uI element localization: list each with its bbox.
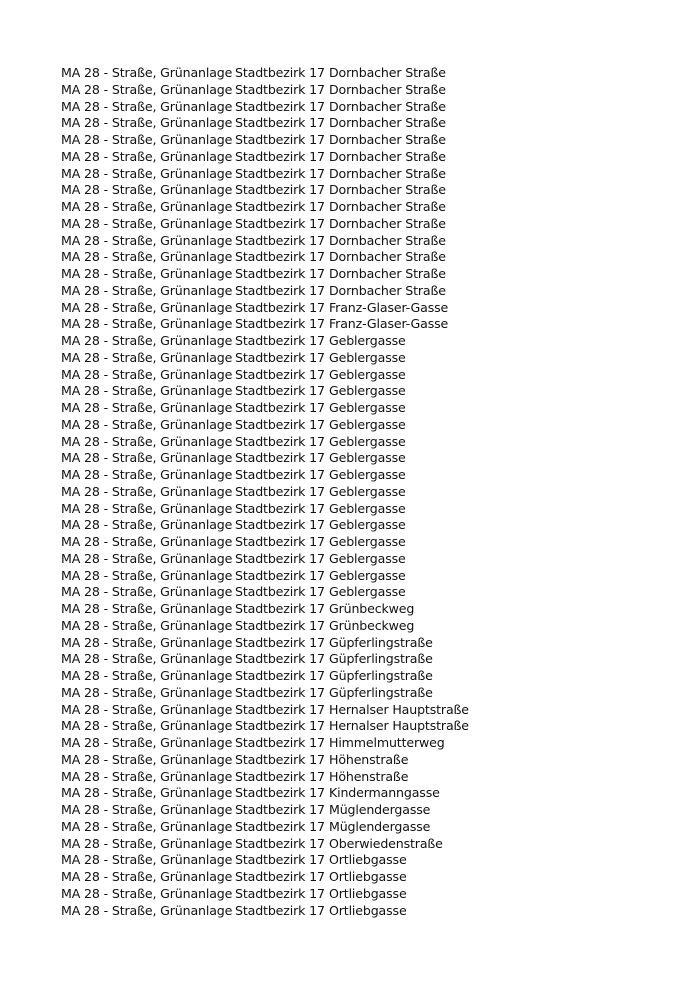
- table-row: [61, 367, 509, 384]
- district-cell: Stadtbezirk 17: [235, 802, 325, 817]
- district-cell: Stadtbezirk 17: [235, 199, 325, 214]
- district-cell: Stadtbezirk 17: [235, 751, 325, 767]
- street-cell: Dornbacher Straße: [329, 199, 446, 214]
- street-list-body: [61, 65, 509, 919]
- district-cell: Stadtbezirk 17: [235, 601, 325, 616]
- table-row: [61, 132, 509, 149]
- district-cell: Stadtbezirk 17: [235, 132, 325, 147]
- table-row: [61, 735, 509, 752]
- street-cell: Geblergasse: [329, 383, 406, 399]
- district-cell: Stadtbezirk 17: [235, 634, 325, 650]
- table-row: [61, 718, 509, 735]
- table-row: [61, 802, 509, 819]
- table-row: [61, 551, 509, 568]
- table-row: [61, 618, 509, 635]
- department-cell: MA 28 - Straße, Grünanlage: [61, 215, 233, 231]
- district-cell: Stadtbezirk 17: [235, 584, 325, 600]
- department-cell: MA 28 - Straße, Grünanlage: [61, 450, 233, 466]
- district-cell: Stadtbezirk 17: [235, 400, 325, 415]
- table-row: [61, 216, 509, 233]
- district-cell: Stadtbezirk 17: [235, 115, 325, 131]
- table-row: [61, 584, 509, 601]
- department-cell: MA 28 - Straße, Grünanlage: [61, 199, 233, 214]
- district-cell: Stadtbezirk 17: [235, 299, 325, 315]
- department-cell: MA 28 - Straße, Grünanlage: [61, 316, 233, 332]
- department-cell: MA 28 - Straße, Grünanlage: [61, 735, 233, 750]
- table-row: [61, 149, 509, 166]
- district-cell: Stadtbezirk 17: [235, 182, 325, 198]
- street-cell: Müglendergasse: [329, 818, 431, 834]
- table-row: [61, 199, 509, 216]
- district-cell: Stadtbezirk 17: [235, 316, 325, 332]
- district-cell: Stadtbezirk 17: [235, 450, 325, 466]
- table-row: [61, 819, 509, 836]
- department-cell: MA 28 - Straße, Grünanlage: [61, 869, 233, 884]
- department-cell: MA 28 - Straße, Grünanlage: [61, 517, 233, 533]
- street-cell: Franz-Glaser-Gasse: [329, 316, 449, 332]
- street-cell: Dornbacher Straße: [329, 266, 446, 281]
- district-cell: Stadtbezirk 17: [235, 81, 325, 97]
- department-cell: MA 28 - Straße, Grünanlage: [61, 751, 233, 767]
- department-cell: MA 28 - Straße, Grünanlage: [61, 500, 233, 516]
- department-cell: MA 28 - Straße, Grünanlage: [61, 550, 233, 566]
- street-cell: Geblergasse: [329, 349, 406, 365]
- district-cell: Stadtbezirk 17: [235, 232, 325, 248]
- department-cell: MA 28 - Straße, Grünanlage: [61, 467, 233, 482]
- district-cell: Stadtbezirk 17: [235, 550, 325, 566]
- department-cell: MA 28 - Straße, Grünanlage: [61, 165, 233, 181]
- district-cell: Stadtbezirk 17: [235, 366, 325, 382]
- street-cell: Höhenstraße: [329, 751, 409, 767]
- table-row: [61, 99, 509, 116]
- table-row: [61, 115, 509, 132]
- district-cell: Stadtbezirk 17: [235, 383, 325, 399]
- table-row: [61, 685, 509, 702]
- district-cell: Stadtbezirk 17: [235, 349, 325, 365]
- street-cell: Dornbacher Straße: [329, 65, 446, 80]
- district-cell: Stadtbezirk 17: [235, 534, 325, 549]
- district-cell: Stadtbezirk 17: [235, 500, 325, 516]
- table-row: [61, 668, 509, 685]
- street-cell: Geblergasse: [329, 433, 406, 449]
- table-row: [61, 166, 509, 183]
- department-cell: MA 28 - Straße, Grünanlage: [61, 835, 233, 851]
- table-row: [61, 517, 509, 534]
- table-row: [61, 316, 509, 333]
- table-row: [61, 333, 509, 350]
- street-cell: Ortliebgasse: [329, 852, 407, 868]
- table-row: [61, 350, 509, 367]
- table-row: [61, 434, 509, 451]
- table-row: [61, 886, 509, 903]
- department-cell: MA 28 - Straße, Grünanlage: [61, 81, 233, 97]
- street-cell: Dornbacher Straße: [329, 182, 446, 198]
- district-cell: Stadtbezirk 17: [235, 567, 325, 583]
- district-cell: Stadtbezirk 17: [235, 148, 325, 164]
- table-row: [61, 182, 509, 199]
- table-row: [61, 484, 509, 501]
- district-cell: Stadtbezirk 17: [235, 902, 325, 918]
- street-cell: Dornbacher Straße: [329, 81, 446, 97]
- department-cell: MA 28 - Straße, Grünanlage: [61, 818, 233, 834]
- street-cell: Dornbacher Straße: [329, 98, 446, 114]
- district-cell: Stadtbezirk 17: [235, 416, 325, 432]
- street-cell: Ortliebgasse: [329, 869, 407, 884]
- district-cell: Stadtbezirk 17: [235, 215, 325, 231]
- district-cell: Stadtbezirk 17: [235, 617, 325, 633]
- table-row: [61, 785, 509, 802]
- department-cell: MA 28 - Straße, Grünanlage: [61, 567, 233, 583]
- street-cell: Güpferlingstraße: [329, 684, 433, 700]
- table-row: [61, 601, 509, 618]
- table-row: [61, 400, 509, 417]
- department-cell: MA 28 - Straße, Grünanlage: [61, 718, 233, 734]
- street-cell: Dornbacher Straße: [329, 165, 446, 181]
- table-row: [61, 903, 509, 920]
- table-row: [61, 752, 509, 769]
- street-cell: Geblergasse: [329, 550, 406, 566]
- district-cell: Stadtbezirk 17: [235, 768, 325, 784]
- street-cell: Dornbacher Straße: [329, 232, 446, 248]
- table-row: [61, 283, 509, 300]
- department-cell: MA 28 - Straße, Grünanlage: [61, 98, 233, 114]
- table-row: [61, 534, 509, 551]
- street-cell: Geblergasse: [329, 534, 406, 549]
- department-cell: MA 28 - Straße, Grünanlage: [61, 400, 233, 415]
- street-cell: Dornbacher Straße: [329, 282, 446, 298]
- table-row: [61, 869, 509, 886]
- district-cell: Stadtbezirk 17: [235, 249, 325, 265]
- department-cell: MA 28 - Straße, Grünanlage: [61, 148, 233, 164]
- street-cell: Geblergasse: [329, 416, 406, 432]
- street-cell: Dornbacher Straße: [329, 132, 446, 147]
- department-cell: MA 28 - Straße, Grünanlage: [61, 416, 233, 432]
- department-cell: MA 28 - Straße, Grünanlage: [61, 668, 233, 683]
- street-cell: Müglendergasse: [329, 802, 431, 817]
- street-cell: Kindermanngasse: [329, 785, 440, 801]
- table-row: [61, 383, 509, 400]
- street-cell: Geblergasse: [329, 400, 406, 415]
- district-cell: Stadtbezirk 17: [235, 735, 325, 750]
- street-cell: Oberwiedenstraße: [329, 835, 443, 851]
- district-cell: Stadtbezirk 17: [235, 852, 325, 868]
- street-cell: Güpferlingstraße: [329, 634, 433, 650]
- department-cell: MA 28 - Straße, Grünanlage: [61, 684, 233, 700]
- street-cell: Geblergasse: [329, 467, 406, 482]
- department-cell: MA 28 - Straße, Grünanlage: [61, 617, 233, 633]
- street-cell: Geblergasse: [329, 500, 406, 516]
- street-cell: Güpferlingstraße: [329, 651, 433, 667]
- department-cell: MA 28 - Straße, Grünanlage: [61, 249, 233, 265]
- department-cell: MA 28 - Straße, Grünanlage: [61, 349, 233, 365]
- table-row: [61, 501, 509, 518]
- district-cell: Stadtbezirk 17: [235, 701, 325, 717]
- department-cell: MA 28 - Straße, Grünanlage: [61, 433, 233, 449]
- department-cell: MA 28 - Straße, Grünanlage: [61, 115, 233, 131]
- department-cell: MA 28 - Straße, Grünanlage: [61, 182, 233, 198]
- district-cell: Stadtbezirk 17: [235, 266, 325, 281]
- district-cell: Stadtbezirk 17: [235, 483, 325, 499]
- table-row: [61, 266, 509, 283]
- table-row: [61, 769, 509, 786]
- department-cell: MA 28 - Straße, Grünanlage: [61, 282, 233, 298]
- department-cell: MA 28 - Straße, Grünanlage: [61, 651, 233, 667]
- street-cell: Geblergasse: [329, 333, 406, 348]
- department-cell: MA 28 - Straße, Grünanlage: [61, 634, 233, 650]
- table-row: [61, 852, 509, 869]
- district-cell: Stadtbezirk 17: [235, 835, 325, 851]
- street-cell: Ortliebgasse: [329, 885, 407, 901]
- street-cell: Dornbacher Straße: [329, 115, 446, 131]
- street-cell: Geblergasse: [329, 517, 406, 533]
- district-cell: Stadtbezirk 17: [235, 467, 325, 482]
- department-cell: MA 28 - Straße, Grünanlage: [61, 785, 233, 801]
- table-row: [61, 635, 509, 652]
- department-cell: MA 28 - Straße, Grünanlage: [61, 534, 233, 549]
- district-cell: Stadtbezirk 17: [235, 668, 325, 683]
- department-cell: MA 28 - Straße, Grünanlage: [61, 885, 233, 901]
- table-row: [61, 82, 509, 99]
- table-row: [61, 300, 509, 317]
- district-cell: Stadtbezirk 17: [235, 433, 325, 449]
- street-list-table: [61, 65, 509, 919]
- district-cell: Stadtbezirk 17: [235, 517, 325, 533]
- department-cell: MA 28 - Straße, Grünanlage: [61, 701, 233, 717]
- street-cell: Dornbacher Straße: [329, 249, 446, 265]
- district-cell: Stadtbezirk 17: [235, 718, 325, 734]
- table-row: [61, 568, 509, 585]
- department-cell: MA 28 - Straße, Grünanlage: [61, 232, 233, 248]
- street-cell: Dornbacher Straße: [329, 215, 446, 231]
- district-cell: Stadtbezirk 17: [235, 885, 325, 901]
- department-cell: MA 28 - Straße, Grünanlage: [61, 601, 233, 616]
- street-cell: Franz-Glaser-Gasse: [329, 299, 449, 315]
- street-cell: Grünbeckweg: [329, 601, 415, 616]
- department-cell: MA 28 - Straße, Grünanlage: [61, 383, 233, 399]
- street-cell: Geblergasse: [329, 483, 406, 499]
- table-row: [61, 467, 509, 484]
- district-cell: Stadtbezirk 17: [235, 98, 325, 114]
- street-cell: Güpferlingstraße: [329, 668, 433, 683]
- district-cell: Stadtbezirk 17: [235, 165, 325, 181]
- street-cell: Hernalser Hauptstraße: [329, 701, 469, 717]
- street-cell: Grünbeckweg: [329, 617, 415, 633]
- department-cell: MA 28 - Straße, Grünanlage: [61, 852, 233, 868]
- department-cell: MA 28 - Straße, Grünanlage: [61, 768, 233, 784]
- department-cell: MA 28 - Straße, Grünanlage: [61, 584, 233, 600]
- department-cell: MA 28 - Straße, Grünanlage: [61, 132, 233, 147]
- department-cell: MA 28 - Straße, Grünanlage: [61, 333, 233, 348]
- district-cell: Stadtbezirk 17: [235, 282, 325, 298]
- table-row: [61, 702, 509, 719]
- department-cell: MA 28 - Straße, Grünanlage: [61, 299, 233, 315]
- table-row: [61, 65, 509, 82]
- table-row: [61, 450, 509, 467]
- street-cell: Hernalser Hauptstraße: [329, 718, 469, 734]
- district-cell: Stadtbezirk 17: [235, 65, 325, 80]
- department-cell: MA 28 - Straße, Grünanlage: [61, 483, 233, 499]
- street-cell: Geblergasse: [329, 567, 406, 583]
- district-cell: Stadtbezirk 17: [235, 785, 325, 801]
- department-cell: MA 28 - Straße, Grünanlage: [61, 802, 233, 817]
- department-cell: MA 28 - Straße, Grünanlage: [61, 366, 233, 382]
- table-row: [61, 651, 509, 668]
- district-cell: Stadtbezirk 17: [235, 684, 325, 700]
- district-cell: Stadtbezirk 17: [235, 869, 325, 884]
- street-cell: Geblergasse: [329, 366, 406, 382]
- district-cell: Stadtbezirk 17: [235, 651, 325, 667]
- street-cell: Dornbacher Straße: [329, 148, 446, 164]
- table-row: [61, 836, 509, 853]
- department-cell: MA 28 - Straße, Grünanlage: [61, 902, 233, 918]
- street-cell: Höhenstraße: [329, 768, 409, 784]
- department-cell: MA 28 - Straße, Grünanlage: [61, 65, 233, 80]
- district-cell: Stadtbezirk 17: [235, 818, 325, 834]
- street-cell: Geblergasse: [329, 450, 406, 466]
- table-row: [61, 233, 509, 250]
- department-cell: MA 28 - Straße, Grünanlage: [61, 266, 233, 281]
- district-cell: Stadtbezirk 17: [235, 333, 325, 348]
- street-cell: Geblergasse: [329, 584, 406, 600]
- table-row: [61, 417, 509, 434]
- street-cell: Ortliebgasse: [329, 902, 407, 918]
- table-row: [61, 249, 509, 266]
- street-cell: Himmelmutterweg: [329, 735, 445, 750]
